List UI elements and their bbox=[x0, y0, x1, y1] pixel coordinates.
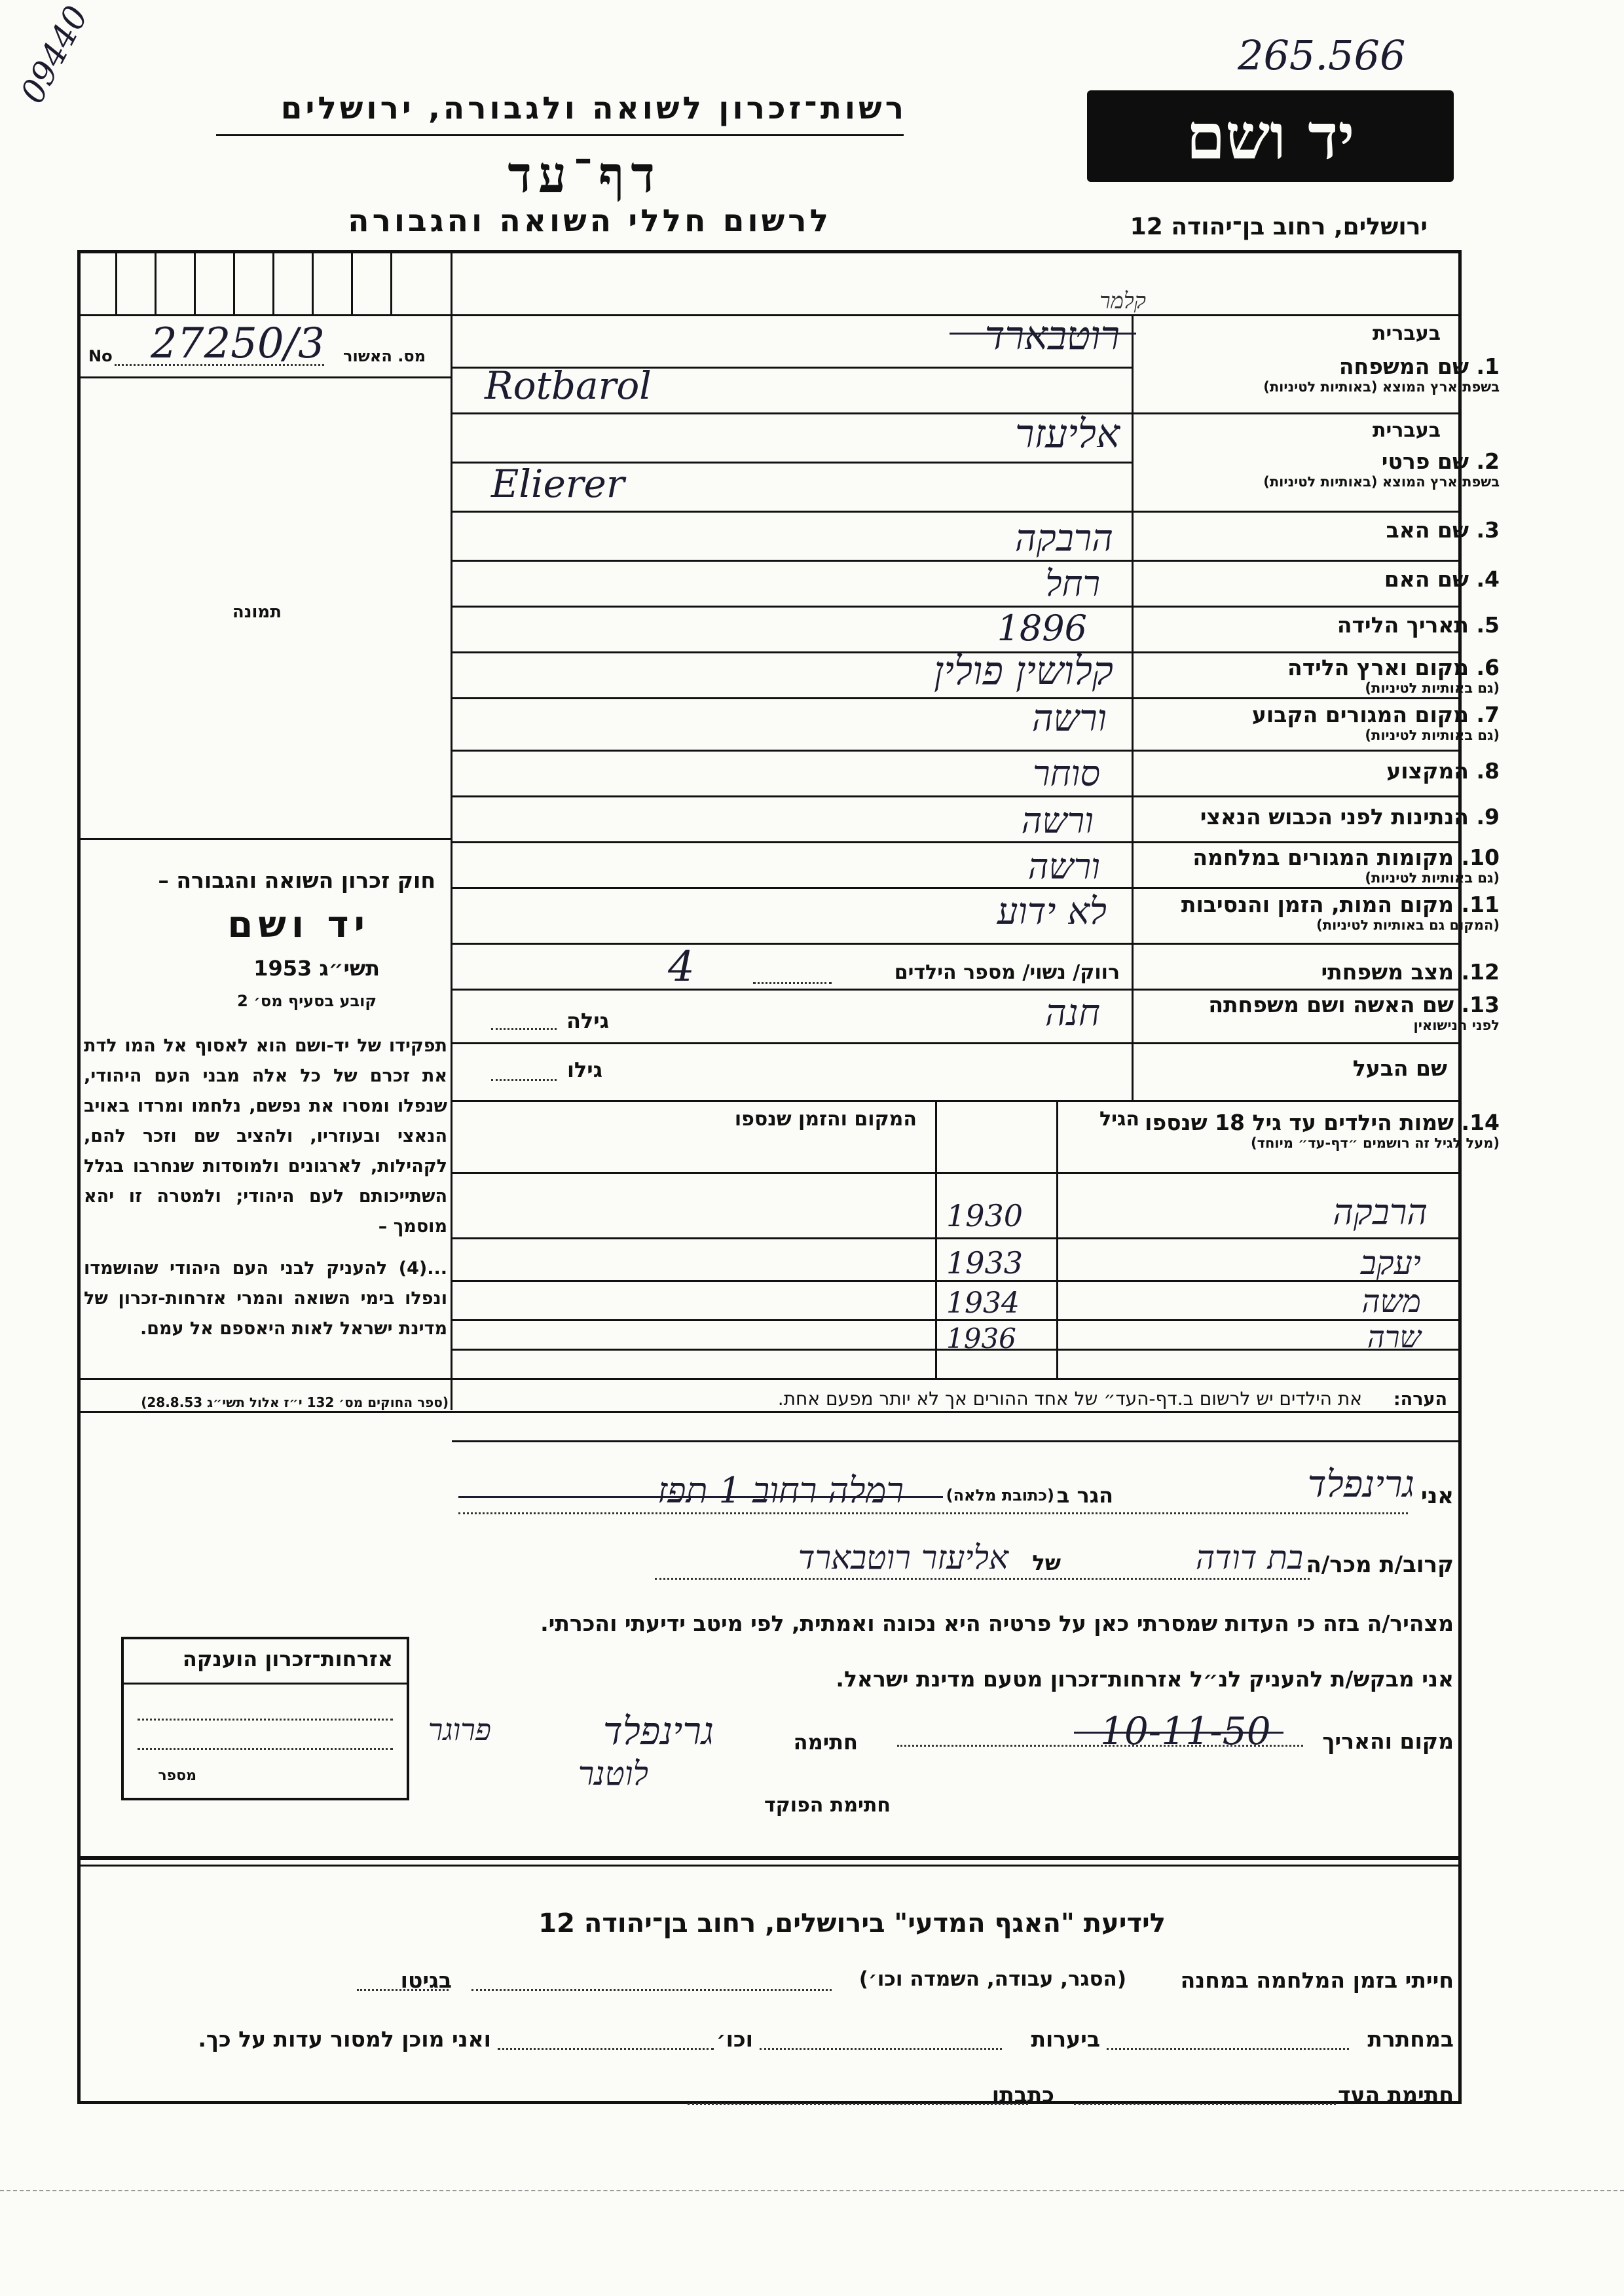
top-strip-cell-b bbox=[155, 251, 157, 314]
child4-name[interactable]: שרה bbox=[1367, 1319, 1421, 1355]
field7-num: 7. bbox=[1476, 702, 1500, 727]
field6-name: מקום וארץ הלידה bbox=[1287, 655, 1469, 680]
husband-age-label: גילו bbox=[566, 1057, 602, 1082]
label-column-divider bbox=[1132, 314, 1134, 1100]
relation-of-name[interactable]: אליעזר רוטבארד bbox=[798, 1539, 1008, 1576]
field1-label bbox=[1263, 354, 1500, 395]
note-text: את הילדים יש לרשום ב.דף-העד״ של אחד ההורים אך לא יותר מפעם אחת. bbox=[777, 1388, 1362, 1410]
top-strip-cell-a bbox=[115, 251, 117, 314]
note-label: הערה: bbox=[1393, 1389, 1447, 1410]
children-section-top bbox=[452, 1100, 1460, 1102]
field13-name: שם האשה ושם משפחתה bbox=[1208, 992, 1454, 1017]
field8-top bbox=[452, 750, 1460, 752]
children-age-header: הגיל bbox=[1099, 1108, 1139, 1131]
footer-line2-d: ואני מוכן למסור עדות על כך. bbox=[198, 2026, 491, 2052]
archive-number: 265.566 bbox=[1238, 31, 1406, 79]
citizenship-number-label: מספר bbox=[158, 1768, 196, 1784]
child3-age[interactable]: 1934 bbox=[946, 1286, 1020, 1320]
field2-value-he[interactable]: אליעזר bbox=[1015, 411, 1120, 457]
field5-name: תאריך הלידה bbox=[1337, 612, 1469, 638]
field8-label bbox=[1386, 758, 1500, 784]
field10-value[interactable]: ורשה bbox=[1027, 846, 1100, 887]
field8-value[interactable]: סוחר bbox=[1032, 753, 1100, 794]
children-header-bottom bbox=[452, 1172, 1460, 1174]
child1-age[interactable]: 1930 bbox=[946, 1198, 1024, 1233]
wife-age-label: גילה bbox=[566, 1008, 609, 1033]
field11-top bbox=[452, 887, 1460, 889]
declarant-resides-label: הגר ב bbox=[1056, 1483, 1113, 1508]
field1-sub: בשפת ארץ המוצא (באותיות לטיניות) bbox=[1263, 379, 1500, 395]
signature[interactable]: גרינפלד bbox=[602, 1709, 714, 1753]
field8-num: 8. bbox=[1476, 758, 1500, 784]
field12-children-count[interactable]: 4 bbox=[668, 943, 695, 991]
header-subtitle: לרשום חללי השואה והגבורה bbox=[348, 203, 832, 239]
field9-num: 9. bbox=[1476, 804, 1500, 829]
field6-value[interactable]: קלושין פולין bbox=[934, 648, 1113, 694]
field7-top bbox=[452, 697, 1460, 699]
field10-num: 10. bbox=[1461, 845, 1500, 870]
footer-line2-dots-c bbox=[498, 2048, 714, 2050]
field10-name: מקומות המגורים במלחמה bbox=[1192, 845, 1454, 870]
field12-count-line bbox=[753, 982, 832, 984]
field5-label bbox=[1337, 612, 1500, 638]
approval-row-bottom bbox=[79, 376, 452, 378]
declarant-name[interactable]: גרינפלד bbox=[1307, 1463, 1414, 1506]
top-strip-cell-d bbox=[233, 251, 235, 314]
field13-label bbox=[1208, 992, 1500, 1033]
field13-num: 13. bbox=[1461, 992, 1500, 1017]
children-table-bottom bbox=[452, 1378, 1460, 1380]
statute-ref: (ספר החוקים מס׳ 132 י״ז אלול תשי״ג 28.8.53) bbox=[141, 1394, 449, 1410]
field12-num: 12. bbox=[1461, 959, 1500, 985]
field11-value[interactable]: לא ידוע bbox=[997, 890, 1107, 933]
official-label: חתימת הפוקד bbox=[764, 1794, 891, 1817]
field11-num: 11. bbox=[1461, 892, 1500, 917]
field8-name: המקצוע bbox=[1386, 758, 1469, 784]
field1-value-he[interactable]: רוטבארד bbox=[984, 313, 1120, 359]
date-strike bbox=[1074, 1732, 1283, 1734]
top-strip-cell-h bbox=[390, 251, 392, 314]
top-strip-cell-e bbox=[272, 251, 274, 314]
field4-label bbox=[1384, 566, 1500, 592]
field12-label bbox=[1321, 959, 1500, 985]
declaration-date[interactable]: 10-11-50 bbox=[1100, 1709, 1271, 1753]
photo-label: תמונה bbox=[232, 602, 282, 622]
husband-row-top bbox=[452, 1042, 1460, 1044]
field4-value[interactable]: רחל bbox=[1045, 563, 1100, 604]
field3-label bbox=[1386, 517, 1500, 543]
declarant-address[interactable]: רמלה רחוב 1 תפז bbox=[657, 1470, 904, 1511]
header-rule bbox=[216, 134, 904, 136]
field5-num: 5. bbox=[1476, 612, 1500, 638]
signature-label: חתימה bbox=[793, 1730, 858, 1755]
field3-top bbox=[452, 511, 1460, 513]
field3-name: שם האב bbox=[1386, 517, 1469, 543]
field1-tag: בעברית bbox=[1373, 322, 1441, 345]
field11-name: מקום המות, הזמן והנסיבות bbox=[1181, 892, 1454, 917]
signature-extra[interactable]: פרוגר bbox=[428, 1712, 491, 1747]
field7-value[interactable]: ורשה bbox=[1031, 697, 1107, 740]
field7-name: מקום המגורים הקבוע bbox=[1251, 702, 1469, 727]
field6-label bbox=[1287, 655, 1500, 696]
left-column-divider bbox=[451, 251, 452, 1410]
footer-line2-dots-b bbox=[760, 2048, 1002, 2050]
citizenship-title-rule bbox=[122, 1683, 408, 1685]
field2-top bbox=[452, 412, 1460, 414]
footer-line2-c: וכו׳ bbox=[716, 2026, 753, 2052]
declarant-address-hint: (כתובת מלאה) bbox=[946, 1486, 1054, 1504]
field9-top bbox=[452, 795, 1460, 797]
field11-label bbox=[1181, 892, 1500, 933]
relation-line bbox=[655, 1578, 1310, 1580]
field2-num: 2. bbox=[1476, 448, 1500, 474]
footer-line1-dots-a bbox=[471, 1989, 832, 1991]
field12-top bbox=[452, 943, 1460, 945]
footer-line1-c: בגיטו bbox=[400, 1967, 452, 1993]
statute-row-top bbox=[79, 1378, 452, 1380]
place-date-label: מקום והאריך bbox=[1322, 1728, 1454, 1754]
footer-line2-b: ביערות bbox=[1031, 2026, 1100, 2052]
relation-label: קרוב/ת מכר/ה bbox=[1306, 1552, 1454, 1578]
field13-top bbox=[452, 989, 1460, 991]
wife-age-line bbox=[491, 1028, 557, 1030]
declarant-address-strike bbox=[458, 1496, 943, 1498]
husband-age-line bbox=[491, 1079, 557, 1081]
footer-line1-a: חייתי בזמן המלחמה במחנה bbox=[1180, 1967, 1454, 1993]
header-address: ירושלים, רחוב בן־יהודה 12 bbox=[1130, 213, 1428, 240]
children-row1-bottom bbox=[452, 1237, 1460, 1239]
footer-line3-dots-b bbox=[688, 2103, 1028, 2105]
field6-num: 6. bbox=[1476, 655, 1500, 680]
citizenship-line2 bbox=[138, 1748, 393, 1750]
field13-sub: לפני הנישואין bbox=[1413, 1017, 1500, 1033]
field10-top bbox=[452, 841, 1460, 843]
law-name: יד ושם bbox=[227, 903, 370, 946]
logo-text: יד ושם bbox=[1186, 99, 1355, 173]
footer-line1-dots-b bbox=[357, 1989, 449, 1991]
declarant-i-label: אני bbox=[1420, 1483, 1454, 1509]
purpose-text: תפקידו של יד-ושם הוא לאסוף אל המו לדת את זכרם של כל אלה מבני העם היהודי, שנפלו ומסרו את נפשם, נלחמו ומרדו באויב הנאצי ובעוזריו, ולהציב שם וזכר להם, לקהילות, לארגונים ולמוסדות שנחרבו בגלל השתייכותם לעם היהודי; ולמטרה זו יהא מוסמך – bbox=[84, 1036, 447, 1237]
law-clause: קובע בסעיף מס׳ 2 bbox=[237, 992, 377, 1010]
field4-top bbox=[452, 560, 1460, 562]
official-signature[interactable]: לוטנר bbox=[578, 1755, 648, 1793]
approval-number: 27250/3 bbox=[151, 319, 325, 368]
field10-label bbox=[1192, 845, 1500, 886]
children-sub: (מעל לגיל זה רושמים ״דף-עד״ מיוחד) bbox=[1251, 1135, 1500, 1151]
field1-value-lat[interactable]: Rotbarol bbox=[485, 363, 652, 408]
field1-strike bbox=[950, 333, 1136, 335]
field1-name: שם המשפחה bbox=[1338, 354, 1469, 379]
child1-name[interactable]: הרבקה bbox=[1333, 1192, 1428, 1233]
note-row-bottom bbox=[79, 1411, 1460, 1413]
footer-line1-b: (הסגר, עבודה, השמדה וכו׳) bbox=[858, 1967, 1126, 1991]
top-strip-cell-g bbox=[351, 251, 353, 314]
wife-name[interactable]: חנה bbox=[1044, 992, 1100, 1034]
children-label bbox=[1145, 1110, 1500, 1151]
footer-line3-a: חתימת העד bbox=[1338, 2082, 1454, 2107]
declarant-line bbox=[458, 1512, 1408, 1514]
law-title: חוק זכרון השואה והגבורה – bbox=[158, 867, 435, 893]
approval-number-line bbox=[115, 364, 324, 366]
field9-name: הנתינות לפני הכבוש הנאצי bbox=[1200, 804, 1469, 829]
citizenship-line1 bbox=[138, 1719, 393, 1721]
children-num: 14. bbox=[1461, 1110, 1500, 1135]
field3-value[interactable]: הרבקה bbox=[1014, 517, 1113, 560]
field2-label bbox=[1263, 448, 1500, 490]
relation-of: של bbox=[1032, 1550, 1061, 1575]
child2-age[interactable]: 1933 bbox=[946, 1245, 1024, 1281]
approval-no-label: No bbox=[88, 347, 113, 365]
field2-tag: בעברית bbox=[1373, 419, 1441, 442]
logo bbox=[1087, 90, 1454, 182]
field9-value[interactable]: ורשה bbox=[1021, 800, 1094, 841]
field1-top bbox=[452, 314, 1460, 316]
note-row-double bbox=[452, 1440, 1460, 1442]
citizenship-title: אזרחות־זכרון הוענקה bbox=[182, 1647, 393, 1671]
child4-age[interactable]: 1936 bbox=[946, 1322, 1016, 1355]
field7-label bbox=[1252, 702, 1500, 743]
footer-line2-a: במחתרת bbox=[1367, 2026, 1454, 2052]
footer-top-rule2 bbox=[79, 1865, 1460, 1867]
field10-sub: (גם באותיות לטיניות) bbox=[1365, 870, 1500, 886]
field9-label bbox=[1200, 804, 1500, 829]
margin-note: 09440 bbox=[13, 0, 96, 110]
law-year: תשי״ג 1953 bbox=[253, 956, 380, 981]
field12-options: רווק/ נשוי/ מספר הילדים bbox=[894, 961, 1120, 984]
footer-line2-dots-a bbox=[1107, 2048, 1349, 2050]
relation-value[interactable]: בת דודה bbox=[1195, 1539, 1303, 1576]
child2-name[interactable]: יעקב bbox=[1360, 1244, 1421, 1282]
top-strip-cell-f bbox=[312, 251, 314, 314]
field3-num: 3. bbox=[1476, 517, 1500, 543]
field12-name: מצב משפחתי bbox=[1321, 959, 1454, 985]
field1-num: 1. bbox=[1476, 354, 1500, 379]
approval-label: מס. האשור bbox=[343, 347, 426, 365]
date-line bbox=[897, 1745, 1303, 1747]
photo-area-bottom bbox=[79, 838, 452, 840]
field2-sub: בשפת ארץ המוצא (באותיות לטיניות) bbox=[1263, 474, 1500, 490]
children-place-header: המקום והזמן שנספו bbox=[734, 1108, 917, 1131]
footer-top-rule bbox=[79, 1856, 1460, 1860]
clause-text: ...(4) להעניק לבני העם היהודי שהושמדו ונפלו בימי השואה והמרי אזרחות-זכרון של מדינת ישראל לאות היאספם אל עמם. bbox=[84, 1258, 447, 1339]
footer-line3-dots-a bbox=[1074, 2103, 1336, 2105]
field2-value-lat[interactable]: Elierer bbox=[491, 462, 625, 506]
field6-sub: (גם באותיות לטיניות) bbox=[1365, 680, 1500, 696]
top-strip-cell-c bbox=[194, 251, 196, 314]
field5-value[interactable]: 1896 bbox=[997, 608, 1087, 649]
header-title: דף־עד bbox=[507, 145, 661, 204]
field4-num: 4. bbox=[1476, 566, 1500, 592]
child3-name[interactable]: משה bbox=[1361, 1283, 1421, 1320]
field11-sub: (המקום גם באותיות לטיניות) bbox=[1316, 917, 1500, 933]
page-bottom-rule bbox=[0, 2190, 1624, 2191]
field7-sub: (גם באותיות לטיניות) bbox=[1365, 727, 1500, 743]
footer-line3-b: כתבתו bbox=[991, 2082, 1054, 2107]
field1-struck-he: קלמר bbox=[1099, 288, 1146, 314]
field2-name: שם פרטי bbox=[1381, 448, 1469, 474]
request-text: אני מבקש/ת להעניק לנ״ל אזרחות־זכרון מטעם מדינת ישראל. bbox=[836, 1666, 1454, 1692]
declare-text: מצהיר/ה בזה כי העדות שמסרתי כאן על פרטיה היא נכונה ואמתית, לפי מיטב ידיעתי והכרתי. bbox=[540, 1611, 1454, 1636]
children-name: שמות הילדים עד גיל 18 שנספו bbox=[1145, 1110, 1454, 1135]
husband-label: שם הבעל bbox=[1352, 1055, 1447, 1081]
footer-title: לידיעת "האגף המדעי" בירושלים, רחוב בן־יהודה 12 bbox=[538, 1908, 1166, 1939]
field4-name: שם האם bbox=[1384, 566, 1469, 592]
header-authority: רשות־זכרון לשואה ולגבורה, ירושלים bbox=[280, 90, 907, 126]
field5-top bbox=[452, 606, 1460, 608]
